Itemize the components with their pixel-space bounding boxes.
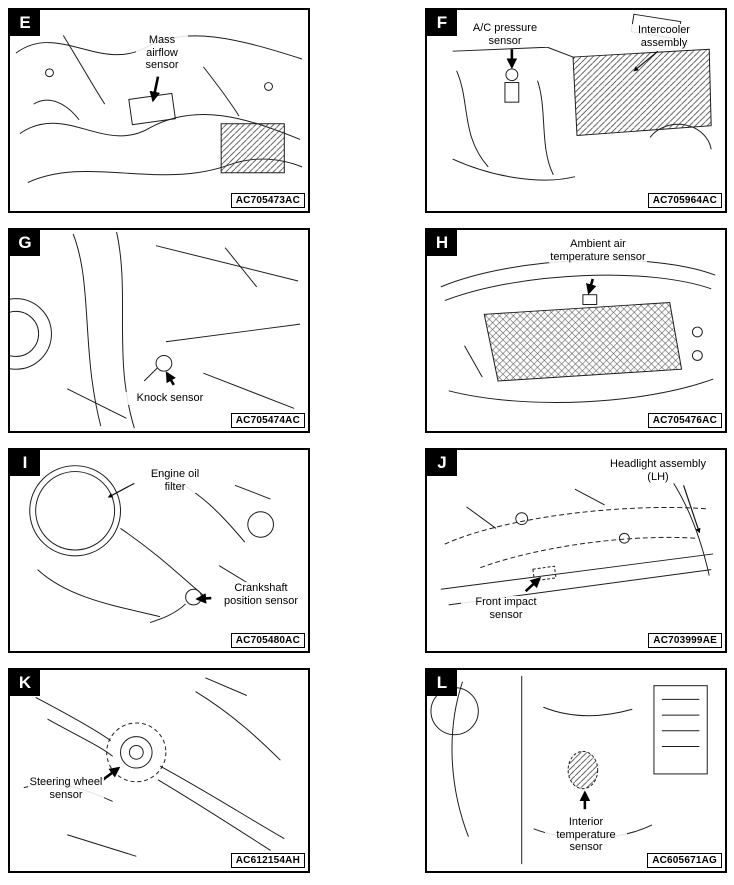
- label-leader-line: [684, 485, 700, 532]
- component-label: Crankshaft position sensor: [216, 582, 306, 607]
- component-label: Front impact sensor: [461, 596, 551, 621]
- panel-e: [8, 8, 310, 213]
- line-art: [441, 483, 713, 605]
- panel-l: [425, 668, 727, 873]
- panel-letter-badge: L: [427, 670, 457, 696]
- component-label: Mass airflow sensor: [136, 34, 188, 72]
- panel-letter-badge: E: [10, 10, 40, 36]
- label-arrow: [589, 279, 593, 293]
- figure-code: AC605671AG: [647, 853, 722, 868]
- line-art: [441, 260, 715, 402]
- label-arrow: [526, 578, 540, 591]
- panel-letter-badge: G: [10, 230, 40, 256]
- figure-code: AC705476AC: [648, 413, 722, 428]
- panel-g: [8, 228, 310, 433]
- component-label: Headlight assembly (LH): [610, 458, 706, 483]
- panel-k: [8, 668, 310, 873]
- panel-letter-badge: F: [427, 10, 457, 36]
- panel-letter-badge: H: [427, 230, 457, 256]
- figure-code: AC705480AC: [231, 633, 305, 648]
- component-label: Interior temperature sensor: [545, 816, 627, 854]
- label-arrow: [103, 768, 119, 780]
- panel-f: [425, 8, 727, 213]
- panel-letter-badge: I: [10, 450, 40, 476]
- steering-column-illustration: [10, 670, 308, 871]
- panel-j: [425, 448, 727, 653]
- figure-code: AC703999AE: [648, 633, 722, 648]
- label-arrow: [153, 77, 158, 101]
- line-art: [24, 678, 285, 856]
- figure-code: AC705474AC: [231, 413, 305, 428]
- panel-i: [8, 448, 310, 653]
- panel-letter-badge: J: [427, 450, 457, 476]
- figure-code: AC705473AC: [231, 193, 305, 208]
- figure-code: AC705964AC: [648, 193, 722, 208]
- component-label: Engine oil filter: [138, 468, 212, 493]
- component-label: Steering wheel sensor: [29, 776, 103, 801]
- label-arrow: [167, 373, 174, 385]
- panel-letter-badge: K: [10, 670, 40, 696]
- panel-h: [425, 228, 727, 433]
- component-label: Ambient air temperature sensor: [550, 238, 646, 263]
- component-label: Knock sensor: [114, 392, 226, 405]
- component-label: Intercooler assembly: [621, 24, 707, 49]
- panel-grid: [8, 8, 727, 873]
- label-arrow: [197, 598, 211, 599]
- component-label: A/C pressure sensor: [461, 22, 549, 47]
- figure-code: AC612154AH: [231, 853, 305, 868]
